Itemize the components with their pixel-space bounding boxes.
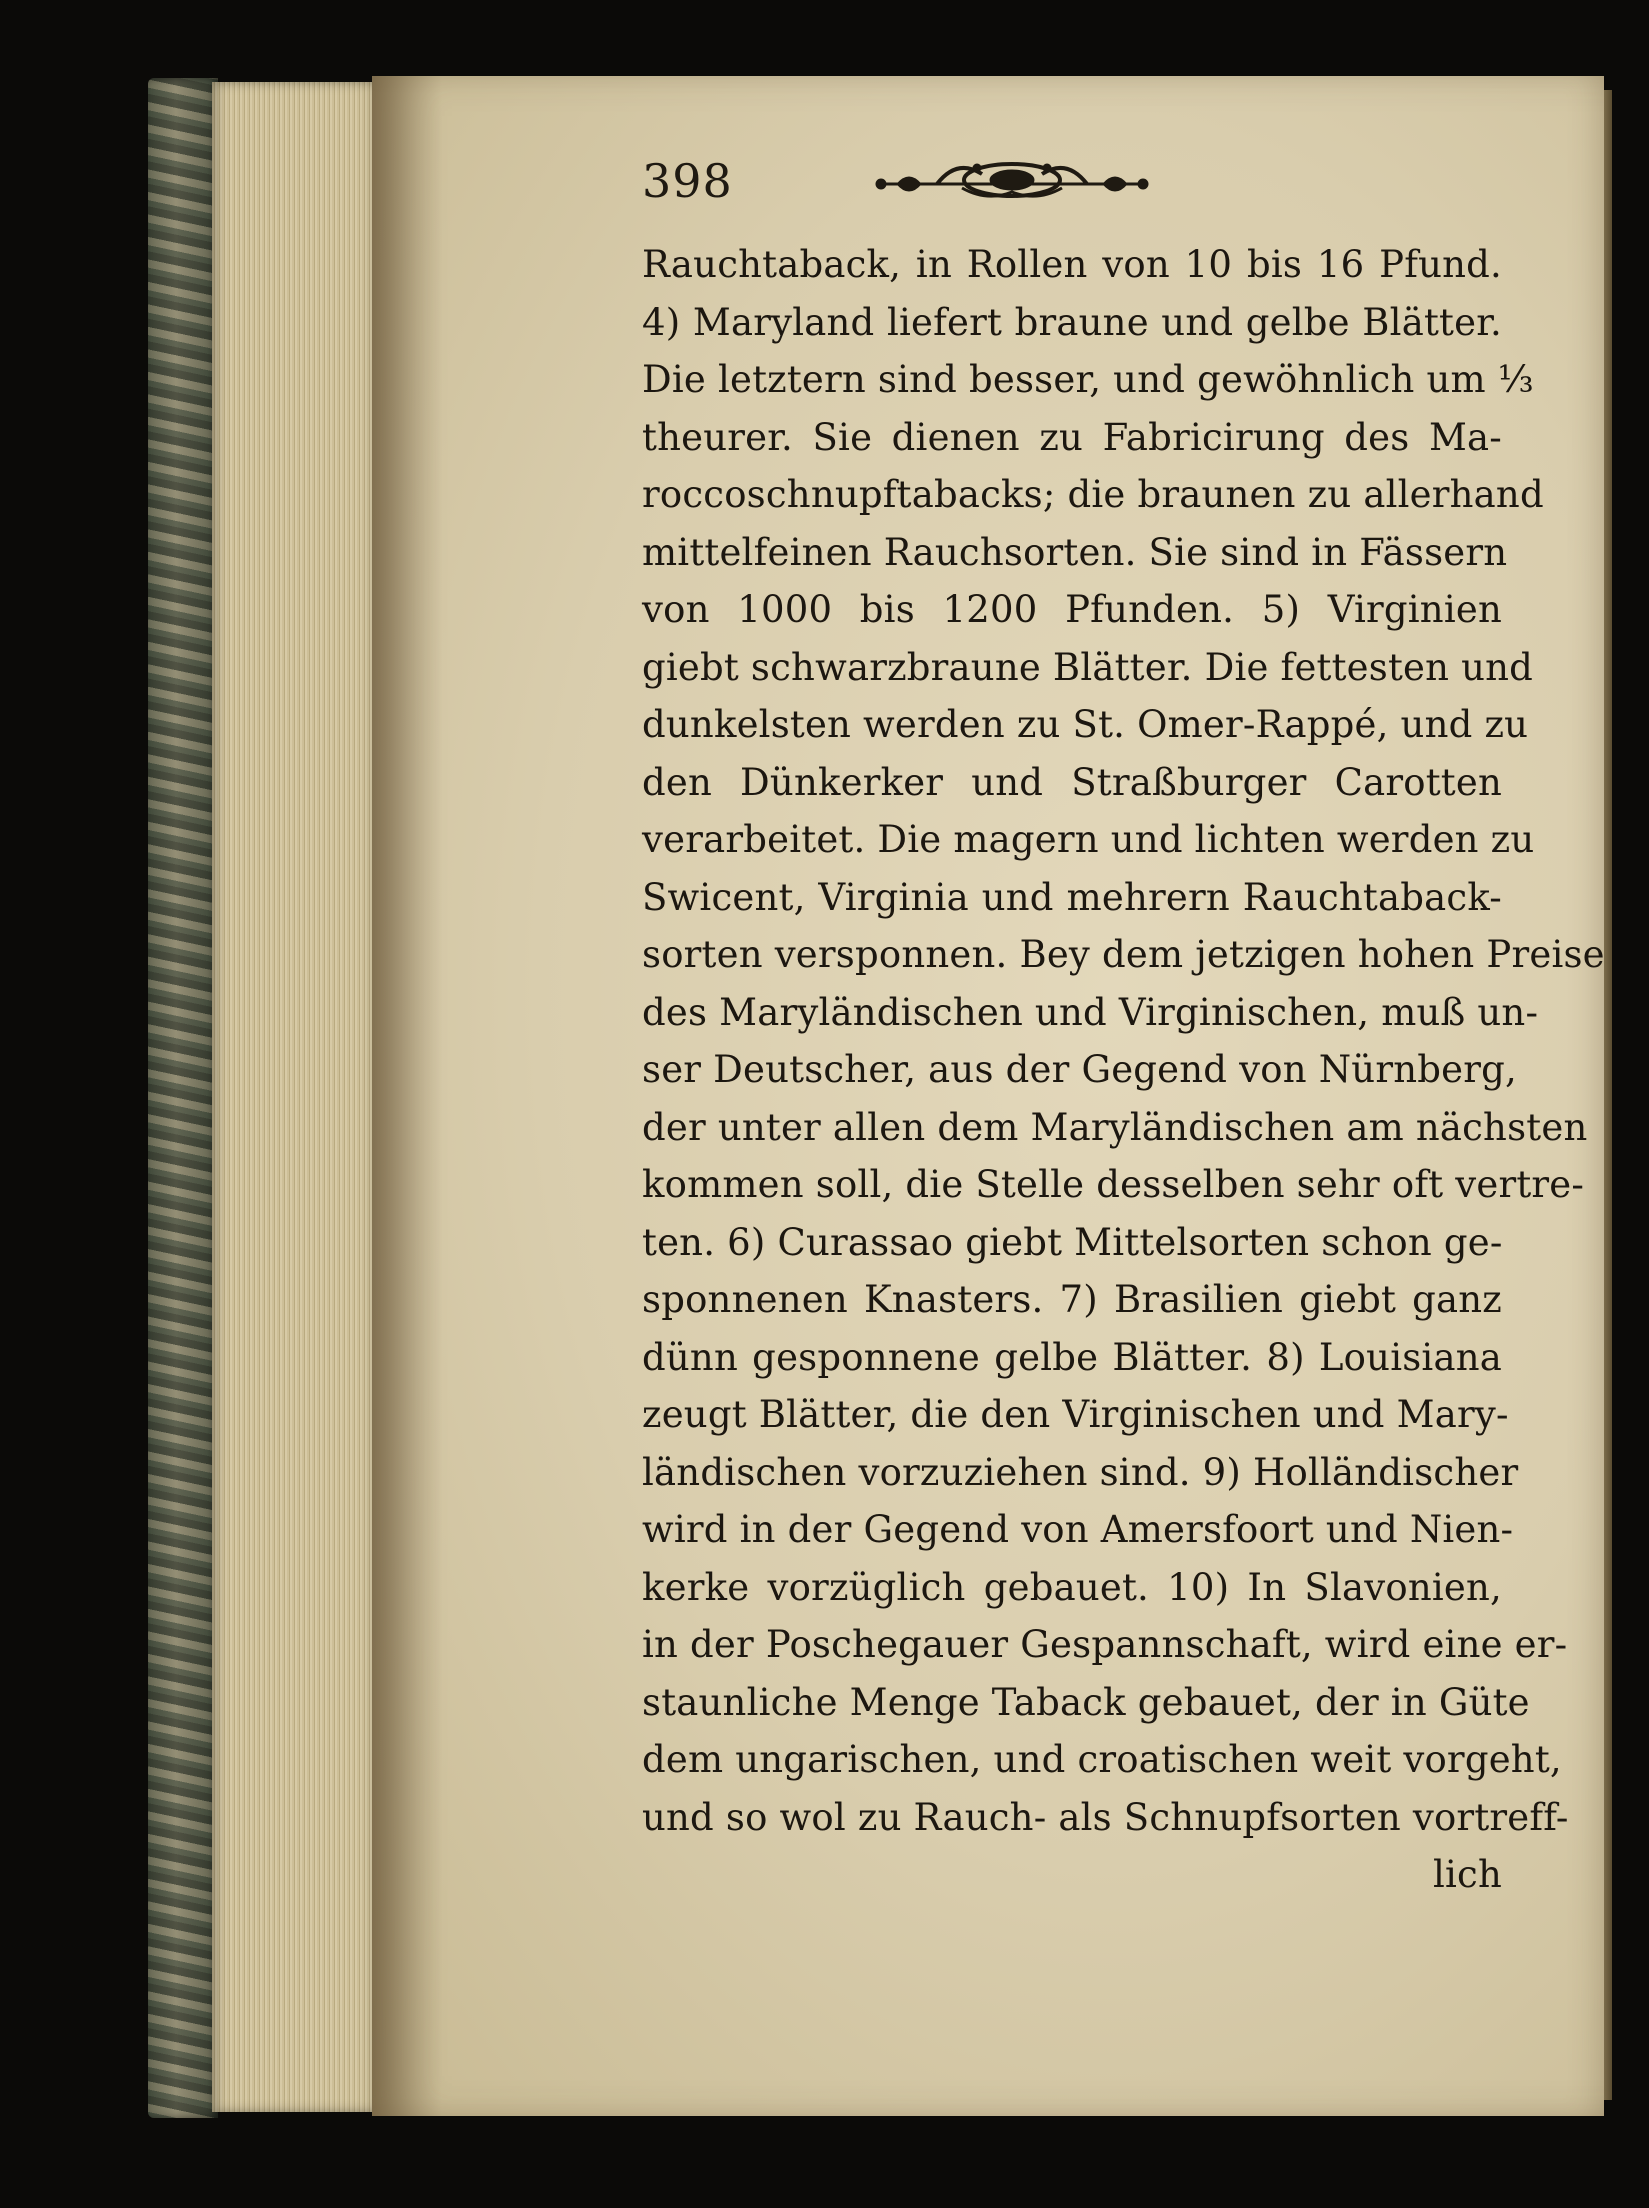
text-line: verarbeitet. Die magern und lichten werden zu [642,818,1535,861]
page-header [642,154,1442,224]
text-line: dunkelsten werden zu St. Omer-Rappé, und zu [642,703,1529,746]
text-line: Rauchtaback, in Rollen von 10 bis 16 Pfund. [642,243,1502,286]
text-line: von 1000 bis 1200 Pfunden. 5) Virginien [642,588,1502,631]
text-line: theurer. Sie dienen zu Fabricirung des Ma- [642,415,1502,459]
text-line: Die letztern sind besser, und gewöhnlich um ⅓ [642,358,1534,401]
text-line: der unter allen dem Maryländischen am nächsten [642,1105,1588,1149]
page-edges [212,82,382,2112]
ornament-icon [867,158,1157,208]
text-line: sponnenen Knasters. 7) Brasilien giebt ganz [642,1278,1502,1321]
book-page [372,76,1604,2116]
page-number: 398 [642,154,733,208]
catchword: lich [1432,1853,1502,1896]
marbled-cover [148,78,218,2118]
text-line: 4) Maryland liefert braune und gelbe Blätter. [642,300,1502,344]
text-line: kommen soll, die Stelle desselben sehr oft vertre- [642,1163,1585,1206]
text-line: den Dünkerker und Straßburger Carotten [642,760,1502,804]
text-line: giebt schwarzbraune Blätter. Die fettesten und [642,645,1534,689]
text-line: dem ungarischen, und croatischen weit vorgeht, [642,1738,1562,1781]
text-line: dünn gesponnene gelbe Blätter. 8) Louisiana [642,1335,1502,1379]
text-line: ten. 6) Curassao giebt Mittelsorten schon ge- [642,1220,1503,1264]
text-line: staunliche Menge Taback gebauet, der in Güte [642,1680,1530,1724]
text-line: ser Deutscher, aus der Gegend von Nürnberg, [642,1048,1517,1091]
page-gutter-shadow [372,76,442,2116]
text-line: roccoschnupftabacks; die braunen zu allerhand [642,473,1544,516]
text-line: des Maryländischen und Virginischen, muß un- [642,990,1539,1034]
text-line: mittelfeinen Rauchsorten. Sie sind in Fässern [642,530,1508,574]
text-line: und so wol zu Rauch- als Schnupfsorten vortreff- [642,1795,1569,1839]
text-line: zeugt Blätter, die den Virginischen und Mary- [642,1393,1509,1436]
text-line: wird in der Gegend von Amersfoort und Nien- [642,1508,1514,1551]
body-text [642,236,1605,1904]
text-line: sorten versponnen. Bey dem jetzigen hohen Preise [642,933,1605,976]
text-line: ländischen vorzuziehen sind. 9) Holländischer [642,1450,1519,1494]
text-line: kerke vorzüglich gebauet. 10) In Slavonien, [642,1565,1502,1609]
text-line: in der Poschegauer Gespannschaft, wird eine er- [642,1623,1568,1666]
text-line: Swicent, Virginia und mehrern Rauchtaback- [642,875,1502,919]
